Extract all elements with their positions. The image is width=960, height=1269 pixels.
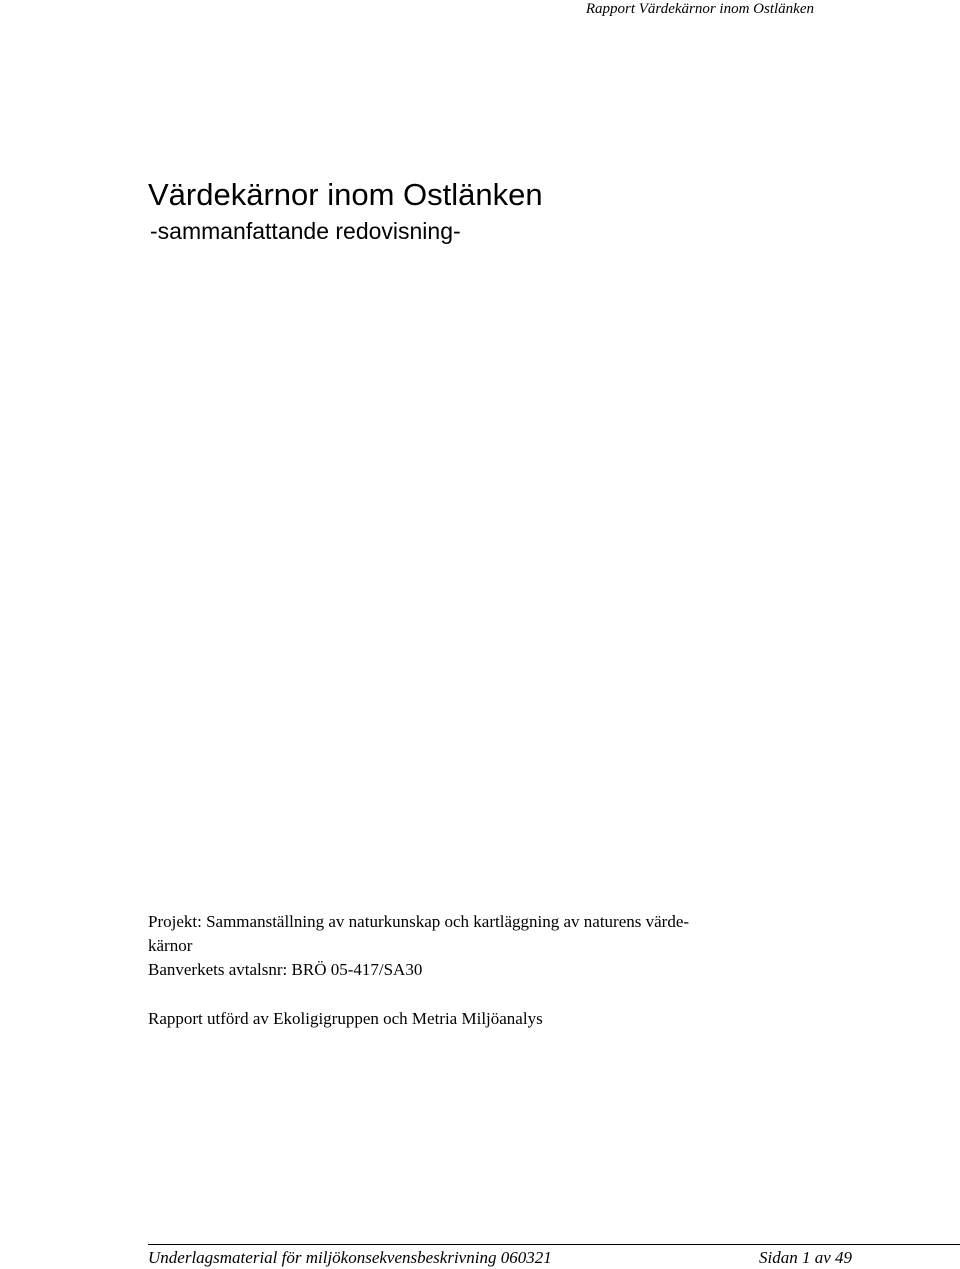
footer-divider <box>148 1244 960 1245</box>
contract-number: Banverkets avtalsnr: BRÖ 05-417/SA30 <box>148 960 423 979</box>
project-description-line-2: kärnor <box>148 936 193 955</box>
project-info <box>148 910 818 1031</box>
spacer <box>148 982 818 1007</box>
page-footer <box>148 1247 852 1269</box>
title-block <box>148 176 543 246</box>
report-authors: Rapport utförd av Ekoligigruppen och Metria Miljöanalys <box>148 1009 543 1028</box>
document-title: Värdekärnor inom Ostlänken <box>148 177 543 212</box>
footer-document-label: Underlagsmaterial för miljökonsekvensbeskrivning 060321 <box>148 1248 552 1267</box>
document-subtitle: -sammanfattande redovisning- <box>150 218 461 244</box>
project-description-line-1: Projekt: Sammanställning av naturkunskap och kartläggning av naturens värde- <box>148 912 690 931</box>
page-number: Sidan 1 av 49 <box>758 1248 852 1267</box>
running-header: Rapport Värdekärnor inom Ostlänken <box>585 1 814 17</box>
